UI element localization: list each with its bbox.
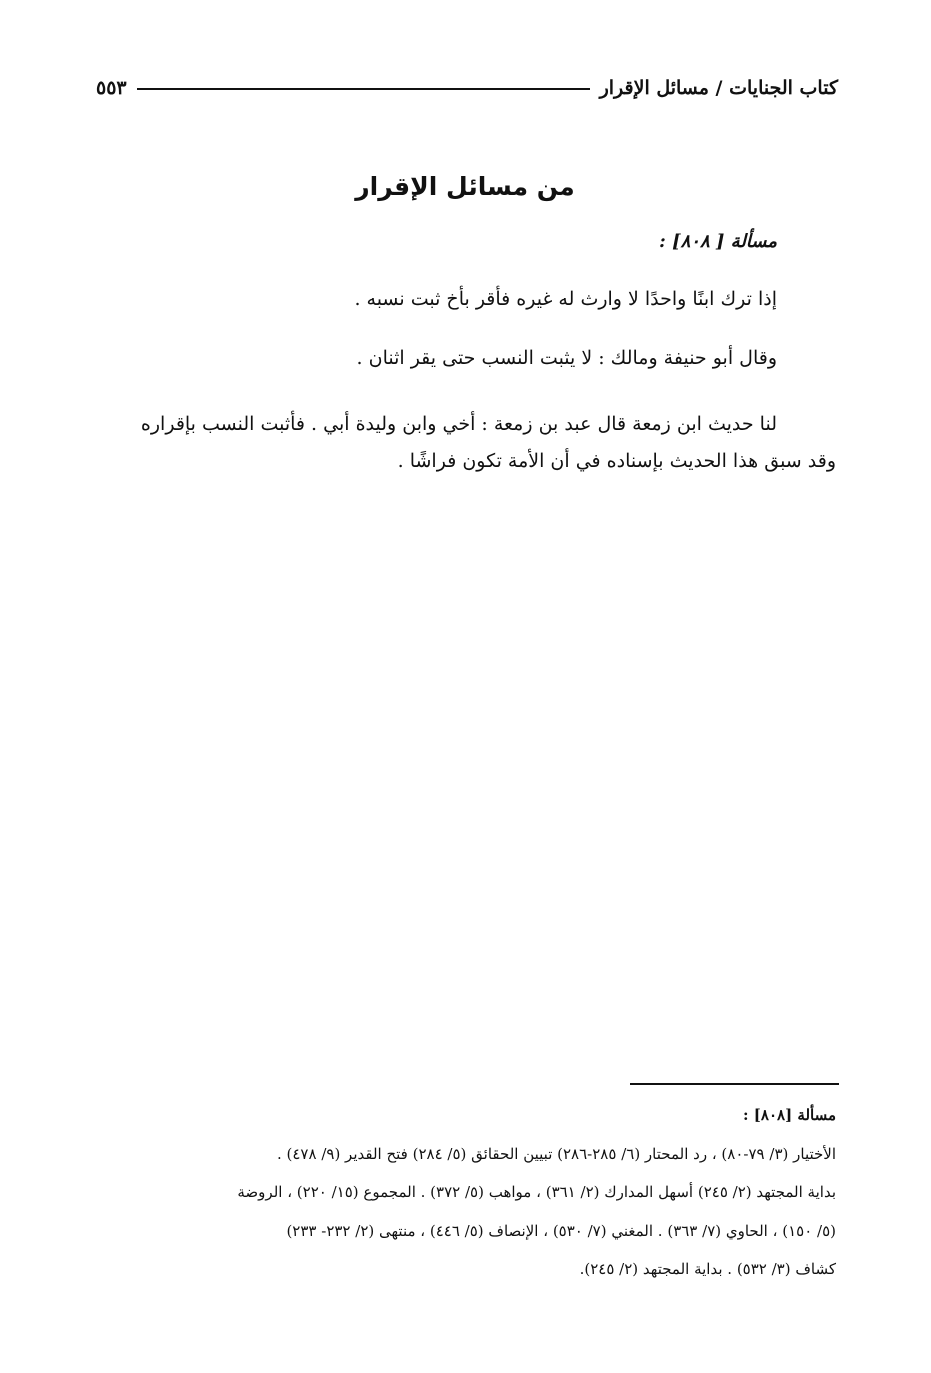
paragraph-3 (91, 406, 836, 480)
paragraph-3-line-2: وقد سبق هذا الحديث بإسناده في أن الأمة تكون فراشًا . (397, 450, 836, 472)
section-title: من مسائل الإقرار (355, 172, 575, 201)
footnote-line: بداية المجتهد (٢/ ٢٤٥) أسهل المدارك (٢/ ٣٦١) ، مواهب (٥/ ٣٧٢) . المجموع (١٥/ ٢٢٠) ، الروضة (237, 1183, 836, 1201)
paragraph-3-line-1: لنا حديث ابن زمعة قال عبد بن زمعة : أخي وابن وليدة أبي . فأثبت النسب بإقراره (140, 413, 777, 435)
footnote-separator (630, 1083, 839, 1085)
footnote-line: كشاف (٣/ ٥٣٢) . بداية المجتهد (٢/ ٢٤٥). (579, 1260, 836, 1278)
paragraph-1: إذا ترك ابنًا واحدًا لا وارث له غيره فأقر بأخ ثبت نسبه . (354, 288, 777, 310)
footnotes (91, 1096, 836, 1289)
masala-label: مسألة [ ٨٠٨] : (659, 231, 777, 252)
page-number: ٥٥٣ (96, 77, 127, 99)
footnote-line: (٥/ ١٥٠) ، الحاوي (٧/ ٣٦٣) . المغني (٧/ ٥٣٠) ، الإنصاف (٥/ ٤٤٦) ، منتهى (٢/ ٢٣٢- ٢٣٣) (286, 1221, 836, 1240)
header-title: كتاب الجنايات / مسائل الإقرار (599, 77, 838, 99)
paragraph-2: وقال أبو حنيفة ومالك : لا يثبت النسب حتى يقر اثنان . (356, 347, 777, 369)
footnote-line: الأختيار (٣/ ٧٩-٨٠) ، رد المحتار (٦/ ٢٨٥-٢٨٦) تبيين الحقائق (٥/ ٢٨٤) فتح القدير (٩/ ٤٧٨) . (276, 1144, 836, 1163)
header-rule (137, 88, 590, 90)
running-header (96, 72, 838, 104)
footnote-heading: مسألة [٨٠٨] : (743, 1106, 836, 1124)
